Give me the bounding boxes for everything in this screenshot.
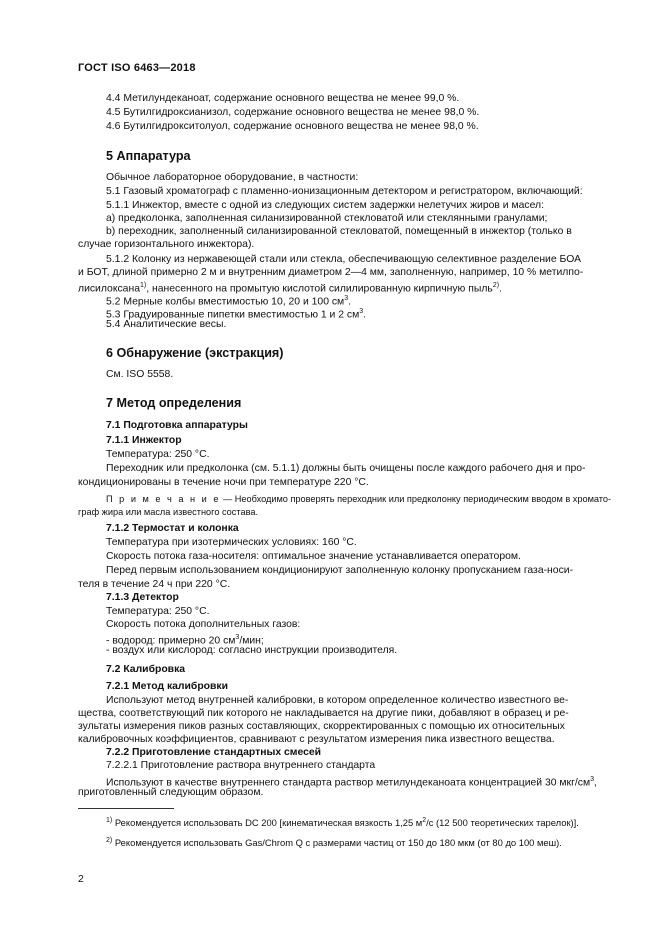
s7-2-2-1-text: Используют в качестве внутреннего стандарта раствор метилундеканоата концентрацией 30 мкг/$см^3$,: [106, 776, 597, 789]
s5-2: 5.2 Мерные колбы вместимостью 10, 20 и 100 $см^3$.: [106, 295, 351, 308]
item-4-6: 4.6 Бутилгидрокситолуол, содержание основного вещества не менее 98,0 %.: [106, 121, 479, 132]
footnote-ref-2: 2): [492, 282, 500, 289]
s5-3: 5.3 Градуированные пипетки вместимостью 1 и 2 $см^3$.: [106, 308, 367, 321]
s5-1-2: 5.1.2 Колонку из нержавеющей стали или стекла, обеспечивающую селективное разделение БОА: [106, 254, 582, 265]
s7-2-2-heading: 7.2.2 Приготовление стандартных смесей: [106, 747, 322, 758]
footnote-1: $^{1)}$ Рекомендуется использовать DC 200 [кинематическая вязкость 1,25 $м^2/с$ (12 500 теоретических тарелок)].: [106, 817, 579, 829]
s7-1-2-heading: 7.1.2 Термостат и колонка: [106, 523, 239, 534]
s7-1-1-text-cont: кондиционированы в течение ночи при температуре 220 °С.: [78, 477, 369, 488]
s7-1-2-cond: Перед первым использованием кондиционируют заполненную колонку пропусканием газа-носи-: [106, 565, 574, 576]
page-number: 2: [78, 873, 84, 885]
document-header: ГОСТ ISO 6463—2018: [78, 62, 196, 74]
s7-1-1-heading: 7.1.1 Инжектор: [106, 435, 182, 446]
note-label: П р и м е ч а н и е: [106, 494, 221, 504]
s7-1-1-temp: Температура: 250 °С.: [106, 449, 210, 460]
s7-1-2-flow: Скорость потока газа-носителя: оптимальное значение устанавливается оператором.: [106, 551, 521, 562]
s5-1-1-b: b) переходник, заполненный силанизированной стекловатой, помещенный в инжектор (только в: [106, 226, 572, 237]
section-7-title: 7 Метод определения: [106, 396, 242, 410]
s6-text: См. ISO 5558.: [106, 369, 174, 380]
s5-1-1-b-cont: случае горизонтального инжектора).: [78, 239, 255, 250]
s7-2-1-text: Используют метод внутренней калибровки, в котором определенное количество известного ве-: [106, 695, 569, 706]
s7-2-2-1-heading: 7.2.2.1 Приготовление раствора внутреннего стандарта: [106, 760, 376, 771]
s7-1-2-temp: Температура при изотермических условиях: 160 °С.: [106, 537, 357, 548]
footnote-separator: [78, 808, 174, 809]
s7-1-heading: 7.1 Подготовка аппаратуры: [106, 420, 248, 431]
s5-1-2-cont: и БОТ, длиной примерно 2 м и внутренним диаметром 2—4 мм, заполненную, например, 10 % метилпо-: [78, 267, 584, 278]
item-4-4: 4.4 Метилундеканоат, содержание основного вещества не менее 99,0 %.: [106, 93, 460, 104]
s7-1-3-heading: 7.1.3 Детектор: [106, 592, 179, 603]
s7-1-2-cond-cont: теля в течение 24 ч при 220 °С.: [78, 579, 231, 590]
s5-1-1-a: а) предколонка, заполненная силанизированной стекловатой или стеклянными гранулами;: [106, 213, 548, 224]
s5-1-2-end: лисилоксана$^{1)}$, нанесенного на промытую кислотой силилированную кирпичную пыль$^{2)}$.: [78, 282, 502, 295]
note-cont: граф жира или масла известного состава.: [78, 507, 259, 517]
s5-intro: Обычное лабораторное оборудование, в частности:: [106, 172, 359, 183]
s7-1-3-flow: Скорость потока дополнительных газов:: [106, 619, 301, 630]
section-6-title: 6 Обнаружение (экстракция): [106, 346, 284, 360]
s7-2-1-text-4: калибровочных коэффициентов, сравнивают с результатом измерения пика известного вещества.: [78, 734, 555, 745]
s7-1-3-temp: Температура: 250 °С.: [106, 606, 210, 617]
s7-2-heading: 7.2 Калибровка: [106, 664, 186, 675]
s7-1-3-air: - воздух или кислород: согласно инструкции производителя.: [106, 645, 398, 656]
s7-2-1-heading: 7.2.1 Метод калибровки: [106, 681, 228, 692]
note: П р и м е ч а н и е — Необходимо проверять переходник или предколонку периодическим вводом в хромато-: [106, 494, 612, 504]
s5-1: 5.1 Газовый хроматограф с пламенно-ионизационным детектором и регистратором, включающий:: [106, 186, 583, 197]
footnote-ref-1: 1): [139, 282, 147, 289]
s7-1-1-text: Переходник или предколонка (см. 5.1.1) должны быть очищены после каждого рабочего дня и про-: [106, 463, 586, 474]
s5-1-1: 5.1.1 Инжектор, вместе с одной из следующих систем задержки нелетучих жиров и масел:: [106, 200, 544, 211]
s7-2-2-1-text-cont: приготовленный следующим образом.: [78, 787, 264, 798]
s5-4: 5.4 Аналитические весы.: [106, 319, 227, 330]
item-4-5: 4.5 Бутилгидроксианизол, содержание основного вещества не менее 98,0 %.: [106, 107, 480, 118]
s7-1-3-hydrogen: - водород: примерно 20 $см^3$/мин;: [106, 634, 264, 647]
section-5-title: 5 Аппаратура: [106, 149, 191, 163]
footnote-2: $^{2)}$ Рекомендуется использовать Gas/Chrom Q с размерами частиц от 150 до 180 мкм (от 80 до 100 меш).: [106, 837, 562, 849]
s7-2-1-text-3: зультаты измерения пиков разных составляющих, скорректированных с помощью их относительных: [78, 721, 565, 732]
s7-2-1-text-2: щества, соответствующий пик которого не накладывается на другие пики, добавляют в образец и ре-: [78, 708, 569, 719]
